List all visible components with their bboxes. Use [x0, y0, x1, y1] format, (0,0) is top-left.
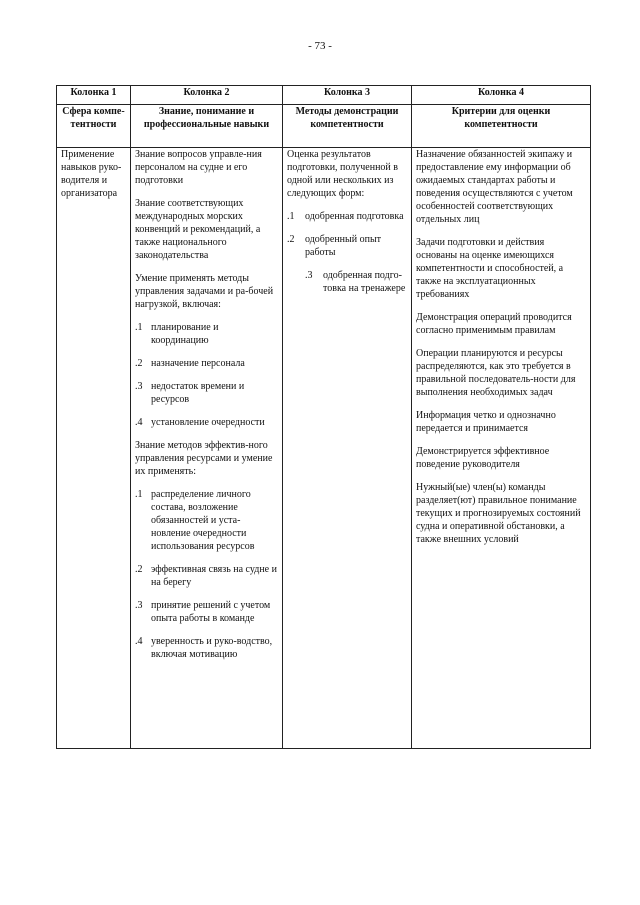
criteria-paragraph: Назначение обязанностей экипажу и предоставление ему информации об ожидаемых стандартах работы и поведения осуществляются с учетом особенностей соответствующих отдельных лиц — [416, 149, 573, 225]
competence-area-text: Применение навыков руко-водителя и организатора — [61, 149, 122, 199]
list-item-number: .1 — [135, 489, 143, 500]
demonstration-methods-cell — [283, 148, 412, 749]
method-item-number: .3 — [305, 270, 313, 281]
page-number: - 73 - — [308, 40, 332, 52]
competence-table — [56, 85, 591, 749]
list-item — [135, 357, 278, 370]
list-item — [135, 635, 278, 661]
method-item-text: одобренный опыт работы — [305, 234, 382, 258]
list-item-text: эффективная связь на судне и на берегу — [151, 564, 277, 588]
column-number-row — [57, 86, 591, 105]
list-item-text: планирование и координацию — [151, 322, 219, 346]
list-item-text: уверенность и руко-водство, включая мотивацию — [151, 636, 273, 660]
criteria-paragraph: Информация четко и однозначно передается и принимается — [416, 410, 556, 434]
list-item — [135, 321, 278, 347]
knowledge-cell — [131, 148, 283, 749]
knowledge-paragraph: Знание вопросов управле-ния персоналом на судне и его подготовки — [135, 149, 262, 186]
list-item-number: .4 — [135, 417, 143, 428]
list-item-number: .1 — [135, 322, 143, 333]
methods-intro: Оценка результатов подготовки, полученной в одной или нескольких из следующих форм: — [287, 149, 398, 199]
list-item-text: недостаток времени и ресурсов — [151, 381, 245, 405]
list-item-number: .2 — [135, 564, 143, 575]
method-item-number: .1 — [287, 211, 295, 222]
list-item — [135, 416, 278, 429]
criteria-paragraph: Нужный(ые) член(ы) команды разделяет(ют) правильное понимание текущих и прогнозируемых состояний судна и оперативной обстановки, а также внешних условий — [416, 482, 581, 545]
knowledge-paragraph: Умение применять методы управления задачами и ра-бочей нагрузкой, включая: — [135, 273, 274, 310]
list-item-text: назначение персонала — [151, 358, 245, 369]
column-number-4: Колонка 4 — [412, 86, 591, 105]
criteria-paragraph: Операции планируются и ресурсы распределяются, как это требуется в правильной последователь-ности для выполнения необходимых задач — [416, 348, 576, 398]
list-item-text: установление очередности — [151, 417, 265, 428]
method-item-text: одобренная подготовка — [305, 211, 404, 222]
list-item-text: принятие решений с учетом опыта работы в команде — [151, 600, 271, 624]
header-knowledge: Знание, понимание и профессиональные навыки — [131, 105, 283, 148]
knowledge-paragraph: Знание соответствующих международных морских конвенций и рекомендаций, а также национального законодательства — [135, 198, 261, 261]
list-item — [135, 563, 278, 589]
list-item — [135, 488, 278, 553]
list-item-number: .4 — [135, 636, 143, 647]
method-item — [287, 269, 407, 295]
list-item-number: .3 — [135, 381, 143, 392]
header-demonstration-methods: Методы демонстрации компетентности — [283, 105, 412, 148]
content-row — [57, 148, 591, 749]
competence-area-cell — [57, 148, 131, 749]
list-item — [135, 380, 278, 406]
list-item — [135, 599, 278, 625]
header-evaluation-criteria: Критерии для оценки компетентности — [412, 105, 591, 148]
criteria-paragraph: Задачи подготовки и действия основаны на оценке имеющихся компетентности и способностей, а также на эксплуатационных требованиях — [416, 237, 564, 300]
evaluation-criteria-cell — [412, 148, 591, 749]
column-number-1: Колонка 1 — [57, 86, 131, 105]
list-item-number: .2 — [135, 358, 143, 369]
criteria-paragraph: Демонстрация операций проводится согласно применимым правилам — [416, 312, 572, 336]
criteria-paragraph: Демонстрируется эффективное поведение руководителя — [416, 446, 550, 470]
column-number-3: Колонка 3 — [283, 86, 412, 105]
method-item — [287, 210, 407, 223]
method-item — [287, 233, 407, 259]
column-number-2: Колонка 2 — [131, 86, 283, 105]
method-item-number: .2 — [287, 234, 295, 245]
list-item-number: .3 — [135, 600, 143, 611]
list-item-text: распределение личного состава, возложение обязанностей и уста-новление очередности использования ресурсов — [151, 489, 255, 552]
method-item-text: одобренная подго-товка на тренажере — [323, 270, 406, 294]
header-row — [57, 105, 591, 148]
knowledge-paragraph: Знание методов эффектив-ного управления ресурсами и умение их применять: — [135, 440, 273, 477]
header-competence-area: Сфера компе-тентности — [57, 105, 131, 148]
